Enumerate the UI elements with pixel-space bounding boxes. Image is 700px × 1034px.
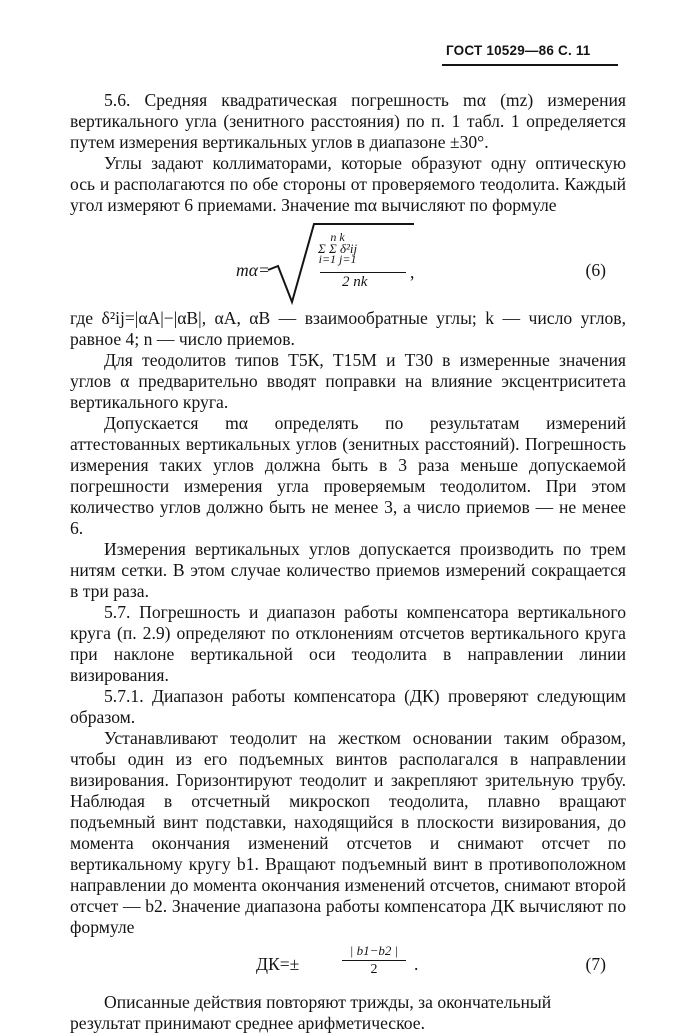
sum-upper-limits: n k [330,230,345,244]
equation-number-6: (6) [585,260,606,280]
formula-6-lhs: mα= [236,260,270,280]
formula-7-lhs: ДК=± [256,954,300,974]
paragraph-final: Описанные действия повторяют трижды, за окончательный результат принимают среднее арифметическое. [70,992,552,1033]
formula-7-denominator: 2 [370,962,378,977]
paragraph-three-threads: Измерения вертикальных углов допускается производить по трем нитям сетки. В этом случае количество приемов измерений сокращается в три раза. [70,539,626,601]
paragraph-procedure: Устанавливают теодолит на жестком основании таким образом, чтобы один из его подъемных винтов располагался в направлении визирования. Горизонтируют теодолит и закрепляют зрительную трубу. Наблюдая в отсчетный микроскоп теодолита, плавно вращают подъемный винт подставки, находящийся в плоскости визирования, до момента окончания изменений отсчетов и снимают отсчет по вертикальному кругу b1. Вращают подъемный винт в противоположном направлении до момента окончания изменений отсчетов, снимают второй отсчет — b2. Значение диапазона работы компенсатора ДК вычисляют по формуле [70,728,626,937]
formula-7-period: . [414,954,419,974]
paragraph-5-7-1: 5.7.1. Диапазон работы компенсатора (ДК) проверяют следующим образом. [70,686,626,727]
fraction-bar [320,272,406,273]
formula-6-denominator: 2 nk [342,274,368,290]
paragraph-theodolite-types: Для теодолитов типов Т5К, Т15М и Т30 в измеренные значения углов α предварительно вводят поправки на влияние эксцентриситета вертикального круга. [70,350,626,412]
paragraph-5-6: 5.6. Средняя квадратическая погрешность mα (mz) измерения вертикального угла (зенитного расстояния) по п. 1 табл. 1 определяется путем измерения вертикальных углов в диапазоне ±30°. [70,90,626,152]
paragraph-attested-angles: Допускается mα определять по результатам измерений аттестованных вертикальных углов (зенитных расстояний). Погрешность измерения таких углов должна быть в 3 раза меньше допускаемой погрешности измерения угла проверяемым теодолитом. При этом количество углов должно быть не менее 3, а число приемов — не менее 6. [70,413,626,538]
page-header: ГОСТ 10529—86 С. 11 [446,43,591,58]
document-body [70,90,626,1034]
formula-7-numerator: | b1−b2 | [349,943,399,958]
formula-6 [70,220,626,306]
paragraph-where: где δ²ij=|αA|−|αB|, αA, αB — взаимообратные углы; k — число углов, равное 4; n — число приемов. [70,308,626,349]
formula-7-fraction [338,942,410,979]
formula-7 [70,940,626,990]
paragraph-5-7: 5.7. Погрешность и диапазон работы компенсатора вертикального круга (п. 2.9) определяют по отклонениям отсчетов вертикального круга при наклоне вертикальной оси теодолита в направлении линии визирования. [70,602,626,685]
equation-number-7: (7) [585,954,606,974]
formula-6-numerator [318,232,357,265]
formula-6-comma: , [410,262,415,282]
sum-lower-limits: i=1 j=1 [318,252,357,266]
header-rule [442,64,618,66]
sum-symbols: Σ Σ δ²ij [318,241,358,256]
paragraph-collimators: Углы задают коллиматорами, которые образуют одну оптическую ось и располагаются по обе стороны от проверяемого теодолита. Каждый угол измеряют 6 приемами. Значение mα вычисляют по формуле [70,153,626,215]
